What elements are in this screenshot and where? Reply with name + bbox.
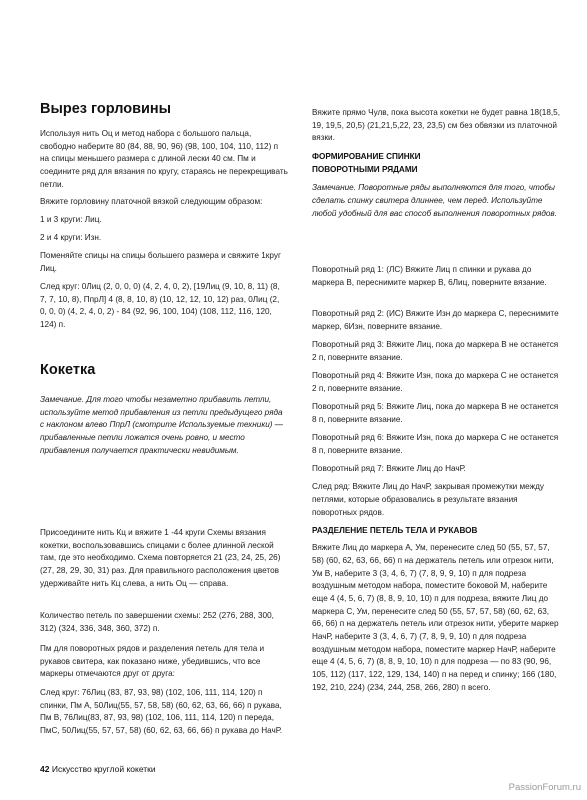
paragraph: Присоедините нить Кц и вяжите 1 -44 круги Схемы вязания кокетки, воспользовавшись спицами с более длинной леской там, где это необходимо. Схема повторяется 21 (23, 24, 25, 26) (27, 28, 29, 30, 31) раз. Для правильного расположения цветов удерживайте нить Кц слева, а нить Оц — справа.	[40, 528, 281, 588]
section-title-yoke: Кокетка	[40, 362, 96, 378]
subsection-title-back-2: ПОВОРОТНЫМИ РЯДАМИ	[312, 164, 418, 174]
intro-paragraph: Вяжите прямо Чулв, пока высота кокетки не будет равна 18(18,5, 19, 19,5, 20,5) (21,21,5,22, 23, 23,5) см без обвязки из платочной вязки.	[312, 108, 561, 143]
row-instruction: Поворотный ряд 1: (ЛС) Вяжите Лиц п спинки и рукава до маркера В, переснимите маркер В, 6Лиц, поверните вязание.	[312, 265, 547, 288]
row-instruction: Поворотный ряд 3: Вяжите Лиц, пока до маркера В не останется 2 п, поверните вязание.	[312, 340, 559, 363]
note-text	[312, 182, 560, 264]
row-instruction: Поворотный ряд 4: Вяжите Изн, пока до маркера С не останется 2 п, поверните вязание.	[312, 371, 559, 394]
right-column	[312, 107, 560, 695]
paragraph: Пм для поворотных рядов и разделения петель для тела и рукавов свитера, как показано ниже, убедившись, что все маркеры отмечаются друг от друга:	[40, 644, 265, 679]
paragraph: Используя нить Оц и метод набора с большого пальца, свободно наберите 80 (84, 88, 90, 96) (98, 100, 104, 110, 112) п на спицы меньшего размера с длиной лески 40 см. Пм и соедините ряд для вязания по кругу, стараясь не перекрещивать петли.	[40, 129, 288, 189]
row-instruction: След ряд: Вяжите Лиц до НачР, закрывая промежутки между петлями, которые образовались в результате вязания поворотных рядов.	[312, 482, 544, 517]
section-title-neckline: Вырез горловины	[40, 101, 172, 117]
row-instruction: Поворотный ряд 2: (ИС) Вяжите Изн до маркера С, переснимите маркер, 6Изн, поверните вязание.	[312, 309, 559, 332]
page-number: 42	[40, 764, 50, 774]
page-footer	[40, 764, 156, 774]
paragraph: Количество петель по завершении схемы: 252 (276, 288, 300, 312) (324, 336, 348, 360, 372) п.	[40, 611, 274, 633]
subsection-title-back: ФОРМИРОВАНИЕ СПИНКИ	[312, 152, 421, 161]
paragraph: След круг: 0Лиц (2, 0, 0, 0) (4, 2, 4, 0, 2), [19Лиц (9, 10, 8, 11) (8, 7, 7, 10, 8), ПпрЛ] 4 (8, 8, 10, 8) (10, 12, 12, 10, 12) раз, 0Лиц (2, 0, 0, 0) (4, 2, 4, 0, 2) - 84 (92, 96, 100, 104) (108, 112, 116, 120, 124) п.	[40, 282, 280, 330]
paragraph: Поменяйте спицы на спицы большего размера и свяжите 1круг Лиц.	[40, 251, 281, 273]
paragraph: 2 и 4 круги: Изн.	[40, 233, 102, 242]
row-instruction: Поворотный ряд 6: Вяжите Изн, пока до маркера С не останется 8 п, поверните вязание.	[312, 433, 559, 456]
split-paragraph: Вяжите Лиц до маркера А, Ум, перенесите след 50 (55, 57, 57, 58) (60, 62, 63, 66, 66) п на держатель петель или отрезок нити, Ум В, наберите 3 (3, 4, 6, 7) (7, 8, 9, 9, 10) п для подреза воздушным методом набора, поместите боковой М, наберите еще 4 (4, 5, 6, 7) (8, 8, 9, 10, 10) п для подреза, вяжите Лиц до маркера С, Ум, перенесите след 50 (55, 57, 57, 58) (60, 62, 63, 66, 66) п на держатель петель или отрезок нити, уберите маркер НачР, наберите 3 (3, 4, 6, 7) (7, 8, 9, 9, 10) п для подреза воздушным методом набора, поместите маркер НачР, наберите еще 4 (4, 5, 6, 7) (8, 8, 9, 10, 10) п для подреза — по 83 (90, 96, 105, 112) (117, 122, 129, 134, 140) п на перед и спинку; 166 (180, 192, 210, 224) (234, 244, 258, 266, 280) п всего.	[312, 543, 559, 692]
paragraph: След круг: 76Лиц (83, 87, 93, 98) (102, 106, 111, 114, 120) п спинки, Пм А, 50Лиц(55, 57, 58, 58) (60, 62, 63, 66, 66) п рукава, Пм В, 76Лиц(83, 87, 93, 98) (102, 106, 111, 114, 120) п переда, ПмС, 50Лиц(55, 57, 57, 58) (60, 62, 63, 66, 66) п рукава до НачР.	[40, 688, 282, 736]
row-instruction: Поворотный ряд 5: Вяжите Лиц, пока до маркера В не останется 8 п, поверните вязание.	[312, 402, 559, 425]
note-label: Замечание.	[312, 183, 356, 193]
note-body: Поворотные ряды выполняются для того, чтобы сделать спинку свитера длиннее, чем перед. Используйте любой удобный для вас способ выполнения поворотных рядов.	[312, 183, 557, 218]
yoke-note	[40, 394, 288, 458]
paragraph: 1 и 3 круги: Лиц.	[40, 215, 102, 224]
row-instruction: Поворотный ряд 7: Вяжите Лиц до НачР.	[312, 464, 466, 474]
paragraph: Вяжите горловину платочной вязкой следующим образом:	[40, 197, 263, 206]
note-body: Для того чтобы незаметно прибавить петли, используйте метод прибавления из петли предыдущего ряда с наклоном влево ПпрЛ (смотрите Используемые техники) — прибавленные петли ложатся очень ровно, и место прибавления получается практически невидимым.	[40, 395, 283, 455]
book-title: Искусство круглой кокетки	[51, 764, 156, 774]
note-label: Замечание.	[40, 395, 84, 404]
subsection-title-split: РАЗДЕЛЕНИЕ ПЕТЕЛЬ ТЕЛА И РУКАВОВ	[312, 526, 478, 536]
watermark: PassionForum.ru	[508, 782, 581, 793]
yoke-text	[40, 527, 288, 738]
note-text	[40, 394, 288, 458]
neckline-text	[40, 128, 288, 332]
